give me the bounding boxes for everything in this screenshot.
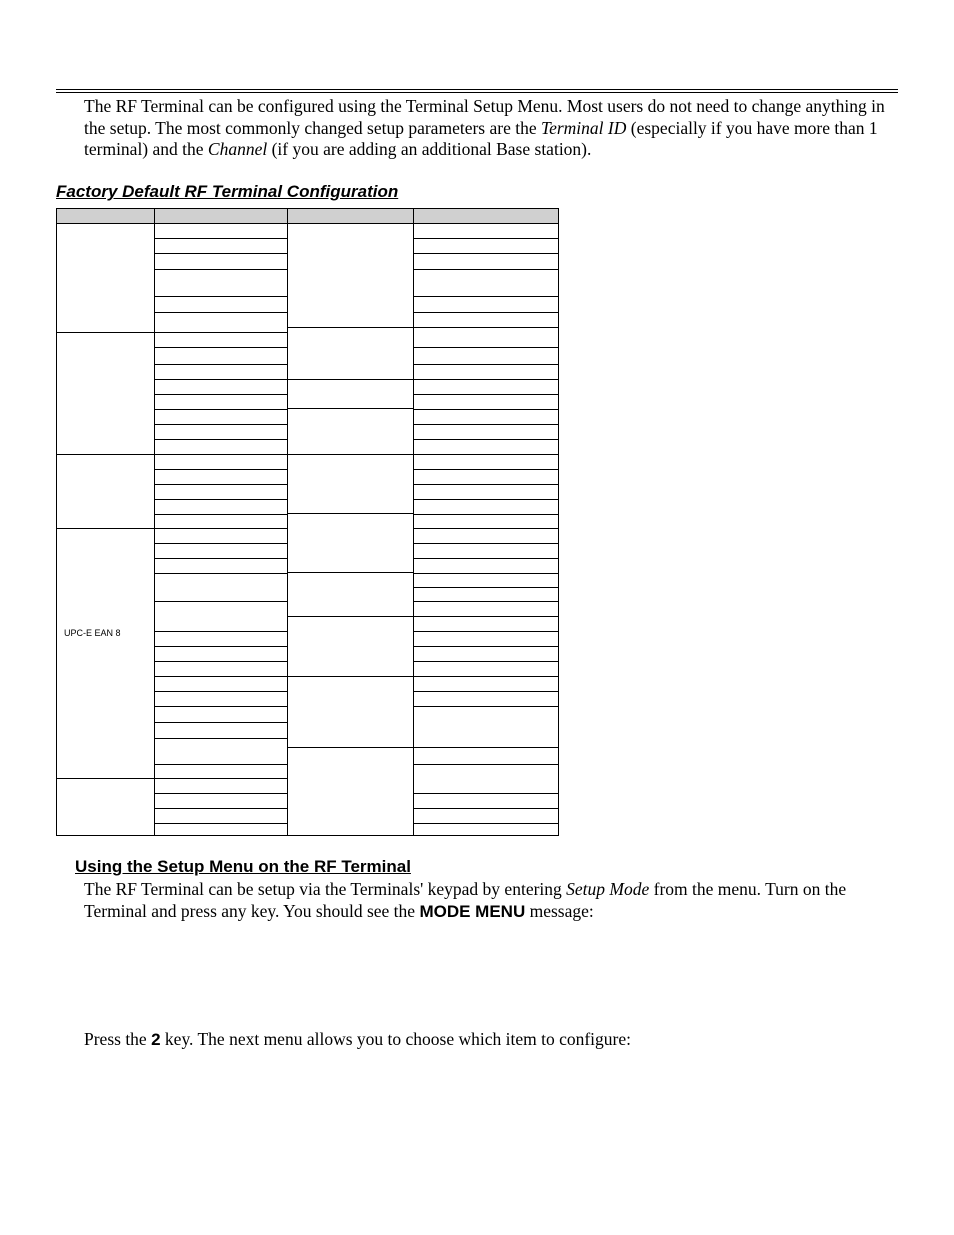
table-group-cell [56,528,155,779]
table-cell [413,499,559,515]
table-cell [154,409,288,425]
table-cell [413,424,559,440]
table-cell [154,764,288,779]
table-cell [154,439,288,455]
table-cell [413,691,559,707]
setup-text-2: from the menu. Turn on the Terminal and press any key. You should see the [84,879,847,921]
table-header-cell [154,208,288,224]
table-group-cell [287,454,414,514]
table-group-cell [287,747,414,836]
table-cell [154,543,288,559]
table-cell [154,738,288,765]
table-cell [154,484,288,500]
section-title-factory-default: Factory Default RF Terminal Configuration [56,182,399,201]
table-cell [154,601,288,632]
table-cell [413,558,559,574]
table-cell [413,587,559,602]
table-header-cell [56,208,155,224]
table-cell [413,223,559,239]
table-cell [154,253,288,270]
press-key-text-2: key. The next menu allows you to choose which item to configure: [160,1029,631,1049]
table-cell [413,327,559,348]
table-cell [413,808,559,824]
table-cell [413,528,559,544]
table-group-cell [287,513,414,573]
intro-paragraph [84,96,904,161]
table-cell [154,661,288,677]
table-cell [154,269,288,297]
table-group-cell [56,454,155,529]
table-cell [154,646,288,662]
table-cell [154,573,288,602]
table-cell [413,631,559,647]
table-cell [413,514,559,529]
table-cell [154,312,288,333]
table-cell [413,269,559,297]
table-cell [154,394,288,410]
table-cell [154,332,288,348]
table-header-cell [413,208,559,224]
table-cell [413,793,559,809]
table-group-cell [287,379,414,409]
table-cell [413,347,559,365]
setup-term-mode-menu: MODE MENU [419,901,526,921]
table-group-cell [287,616,414,677]
table-cell [413,573,559,588]
table-cell [154,347,288,365]
table-group-cell [287,327,414,380]
table-cell [154,722,288,739]
table-group-cell [56,332,155,455]
press-key-paragraph [84,1029,904,1051]
table-cell [154,469,288,485]
table-cell [413,296,559,313]
table-cell [413,484,559,500]
table-cell [413,747,559,765]
table-cell [154,238,288,254]
table-cell [154,706,288,723]
setup-text-1: The RF Terminal can be setup via the Terminals' keypad by entering [84,879,567,899]
table-group-cell [287,572,414,617]
table-cell [413,364,559,380]
table-cell [413,238,559,254]
table-cell [413,312,559,328]
table-cell [154,631,288,647]
table-cell [413,646,559,662]
table-cell [413,439,559,455]
table-cell [154,296,288,313]
table-cell [413,394,559,410]
table-cell [413,764,559,794]
table-cell [413,601,559,617]
table-cell [154,499,288,515]
table-cell [413,469,559,485]
table-cell [154,364,288,380]
table-cell [154,823,288,836]
config-table [56,208,559,836]
table-group-cell [56,223,155,333]
table-cell [413,454,559,470]
table-cell [154,778,288,794]
intro-text-1: The RF Terminal can be configured using the Terminal Setup Menu. Most users do not need to change anything in the setup. The most commonly changed setup parameters are the [84,96,885,138]
table-cell-label-upc-e-ean-8: UPC-E EAN 8 [64,628,121,638]
table-cell [413,409,559,425]
table-cell [154,793,288,809]
table-cell [154,528,288,544]
table-cell [154,223,288,239]
table-header-cell [287,208,414,224]
intro-term-terminal-id: Terminal ID [540,117,627,138]
table-cell [154,379,288,395]
table-cell [413,543,559,559]
table-cell [154,558,288,574]
section-title-setup-menu: Using the Setup Menu on the RF Terminal [75,857,411,876]
table-cell [413,823,559,836]
table-cell [413,706,559,748]
table-group-cell [287,408,414,455]
intro-term-channel: Channel [207,139,268,159]
table-group-cell [287,223,414,328]
setup-text-3: message: [525,900,594,921]
table-cell [154,454,288,470]
intro-text-2: (especially if you have more than 1 terminal) and the [84,117,878,159]
setup-term-setup-mode: Setup Mode [566,879,650,899]
table-cell [154,514,288,529]
table-cell [154,424,288,440]
table-cell [154,691,288,707]
table-cell [413,253,559,270]
intro-text-3: (if you are adding an additional Base station). [267,139,592,159]
table-group-cell [287,676,414,748]
table-group-cell [56,778,155,836]
table-cell [413,379,559,395]
table-cell [413,616,559,632]
table-cell [413,661,559,677]
table-cell [413,676,559,692]
press-key-number: 2 [151,1030,161,1049]
table-cell [154,808,288,824]
header-rule [56,89,898,93]
press-key-text-1: Press the [84,1029,152,1049]
setup-paragraph [84,879,904,922]
table-cell [154,676,288,692]
